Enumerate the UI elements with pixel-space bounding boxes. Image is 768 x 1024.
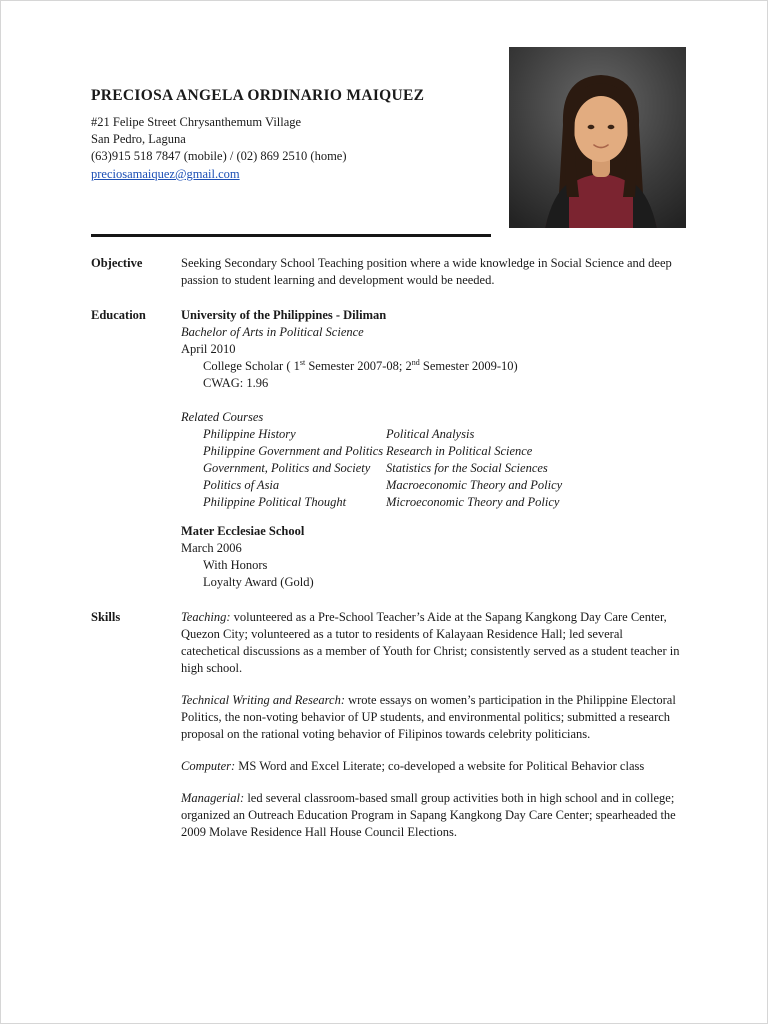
header (1, 1, 501, 183)
skill-lead: Managerial: (181, 791, 245, 805)
address-line-2: San Pedro, Laguna (91, 132, 186, 146)
course-name: Politics of Asia (203, 478, 280, 492)
ordinal-suffix: st (299, 357, 306, 367)
school-honor: Loyalty Award (Gold) (203, 575, 314, 589)
secondary-school (181, 523, 684, 591)
school-date: March 2006 (181, 541, 242, 555)
course-name: Microeconomic Theory and Policy (386, 495, 560, 509)
skill-text: MS Word and Excel Literate; co-developed a website for Political Behavior class (235, 759, 645, 773)
phone-numbers: (63)915 518 7847 (mobile) / (02) 869 2510 (home) (91, 149, 347, 163)
objective-label: Objective (91, 256, 143, 270)
section-education (1, 307, 767, 591)
skills-label: Skills (91, 610, 121, 624)
course-row (181, 426, 684, 443)
course-name: Philippine Political Thought (203, 495, 347, 509)
section-skills (1, 609, 767, 841)
related-courses-heading: Related Courses (181, 410, 264, 424)
objective-text: Seeking Secondary School Teaching position where a wide knowledge in Social Science and deep passion to student learning and development would be needed. (181, 256, 672, 287)
related-courses (181, 409, 684, 511)
course-row (181, 494, 684, 511)
school-honor: With Honors (203, 558, 268, 572)
college-scholar-honor (181, 358, 684, 375)
skill-lead: Teaching: (181, 610, 231, 624)
ordinal-suffix: nd (411, 357, 420, 367)
course-name: Research in Political Science (386, 444, 533, 458)
course-name: Macroeconomic Theory and Policy (386, 478, 563, 492)
scholar-text-part: College Scholar ( 1 (203, 359, 300, 373)
cwag-grade: CWAG: 1.96 (203, 376, 269, 390)
university-name: University of the Philippines - Diliman (181, 308, 387, 322)
course-row (181, 460, 684, 477)
portrait-photo-graphic (509, 47, 686, 228)
section-objective (1, 255, 767, 289)
education-label: Education (91, 308, 146, 322)
course-row (181, 477, 684, 494)
degree: Bachelor of Arts in Political Science (181, 325, 364, 339)
school-name: Mater Ecclesiae School (181, 524, 305, 538)
course-name: Political Analysis (386, 427, 475, 441)
course-row (181, 443, 684, 460)
skill-item-computer (181, 758, 684, 775)
course-name: Statistics for the Social Sciences (386, 461, 548, 475)
course-name: Government, Politics and Society (203, 461, 371, 475)
applicant-name: PRECIOSA ANGELA ORDINARIO MAIQUEZ (91, 87, 425, 104)
address-line-1: #21 Felipe Street Chrysanthemum Village (91, 115, 302, 129)
skill-item-teaching (181, 609, 684, 677)
scholar-text-part: Semester 2007-08; 2 (305, 359, 412, 373)
course-name: Philippine Government and Politics (203, 444, 384, 458)
portrait-photo (509, 47, 686, 228)
skill-lead: Computer: (181, 759, 236, 773)
skill-item-managerial (181, 790, 684, 841)
course-name: Philippine History (203, 427, 296, 441)
email-link[interactable]: preciosamaiquez@gmail.com (91, 167, 240, 181)
skill-item-technical-writing (181, 692, 684, 743)
skill-text: volunteered as a Pre-School Teacher’s Aide at the Sapang Kangkong Day Care Center, Quezon City; volunteered as a tutor to residents of Kalayaan Residence Hall; led several catechetical discussions as a member of Youth for Christ; consistently served as a student teacher in high school. (181, 610, 680, 675)
scholar-text-part: Semester 2009-10) (419, 359, 518, 373)
skill-text: wrote essays on women’s participation in the Philippine Electoral Politics, the non-voting behavior of UP students, and environmental politics; submitted a research proposal on the rational voting behavior of Filipinos towards celebrity politicians. (181, 693, 676, 741)
graduation-date: April 2010 (181, 342, 236, 356)
header-divider (91, 234, 491, 237)
skill-text: led several classroom-based small group activities both in high school and in college; organized an Outreach Education Program in Sapang Kangkong Day Care Center; spearheaded the 2009 Molave Residence Hall House Council Elections. (181, 791, 676, 839)
skill-lead: Technical Writing and Research: (181, 693, 345, 707)
